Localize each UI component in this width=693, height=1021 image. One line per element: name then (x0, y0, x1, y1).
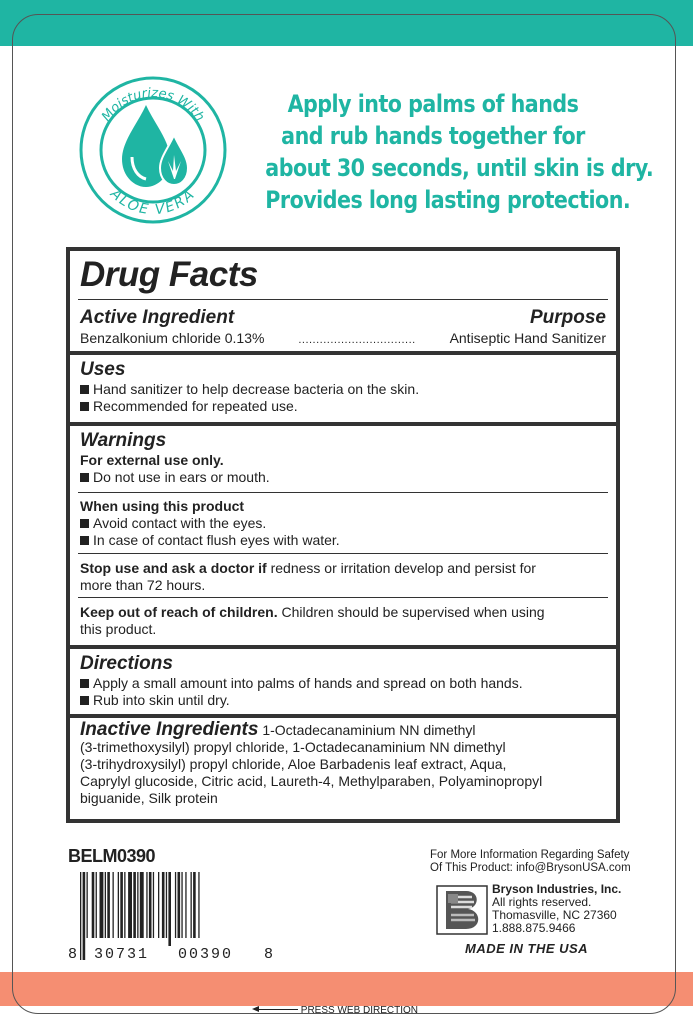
bullet-square-icon (80, 519, 89, 528)
barcode (66, 872, 276, 962)
bullet-square-icon (80, 385, 89, 394)
divider (78, 299, 608, 300)
list-item: Do not use in ears or mouth. (80, 469, 606, 486)
barcode-bar (92, 872, 95, 946)
stop-use-text: more than 72 hours. (80, 577, 206, 593)
list-item: Recommended for repeated use. (80, 398, 606, 415)
bullet-square-icon (80, 402, 89, 411)
barcode-bar (185, 872, 186, 946)
barcode-bar (124, 872, 125, 946)
uses-section (80, 359, 606, 415)
barcode-bar (87, 872, 88, 946)
section-divider (70, 351, 616, 355)
barcode-bar (96, 872, 97, 946)
made-in-usa: MADE IN THE USA (465, 941, 589, 956)
uses-heading: Uses (80, 359, 126, 380)
stop-use-heading: Stop use and ask a doctor if (80, 560, 267, 576)
barcode-bar (153, 872, 154, 946)
safety-info (430, 849, 631, 875)
company-name: Bryson Industries, Inc. (492, 882, 622, 896)
safety-info-line: Of This Product: info@BrysonUSA.com (430, 862, 631, 874)
safety-info-line: For More Information Regarding Safety (430, 849, 630, 861)
stop-use-text: redness or irritation develop and persist for (266, 560, 536, 576)
barcode-bar (146, 872, 147, 946)
active-ingredient-section (80, 307, 606, 349)
active-ingredient-name: Benzalkonium chloride 0.13% (80, 330, 265, 346)
inactive-ingredients-heading: Inactive Ingredients (80, 719, 259, 740)
product-code: BELM0390 (68, 846, 156, 866)
inactive-ingredients-text: biguanide, Silk protein (80, 790, 218, 806)
directions-heading: Directions (80, 653, 173, 674)
bullet-square-icon (80, 473, 89, 482)
inactive-ingredients-text: (3-trimethoxysilyl) propyl chloride, 1-Octadecanaminium NN dimethyl (80, 739, 506, 755)
divider (78, 553, 608, 554)
barcode-bar (191, 872, 192, 946)
barcode-bar (178, 872, 181, 946)
barcode-bar (168, 872, 171, 946)
drug-facts-panel (66, 247, 620, 823)
list-item: Rub into skin until dry. (80, 692, 606, 709)
list-item: Avoid contact with the eyes. (80, 515, 606, 532)
bullet-square-icon (80, 536, 89, 545)
barcode-digits: 00390 (178, 946, 234, 962)
barcode-bar (133, 872, 136, 946)
barcode-bar (105, 872, 106, 946)
barcode-digits: 30731 (94, 946, 150, 962)
active-ingredient-heading: Active Ingredient (80, 307, 235, 328)
section-divider (70, 422, 616, 426)
barcode-bar (120, 872, 123, 946)
company-rights: All rights reserved. (492, 895, 592, 909)
barcode-bar (175, 872, 176, 946)
headline-line: Provides long lasting protection. (265, 186, 631, 214)
press-web-direction: PRESS WEB DIRECTION (258, 1005, 418, 1016)
keep-out-section (80, 604, 606, 638)
barcode-bar (162, 872, 165, 946)
external-use-warning: For external use only. (80, 452, 224, 468)
keep-out-heading: Keep out of reach of children. (80, 604, 278, 620)
inactive-ingredients-section (80, 721, 606, 807)
stop-use-section (80, 560, 606, 594)
barcode-bar (100, 872, 104, 946)
company-phone: 1.888.875.9466 (492, 921, 576, 935)
barcode-bar (193, 872, 196, 946)
keep-out-text: Children should be supervised when using (277, 604, 545, 620)
when-using-section (80, 498, 606, 549)
barcode-digit: 8 (264, 946, 274, 962)
bullet-square-icon (80, 696, 89, 705)
barcode-bar (118, 872, 119, 946)
bullet-square-icon (80, 679, 89, 688)
section-divider (70, 714, 616, 718)
barcode-bar (83, 872, 86, 960)
company-info (492, 883, 621, 935)
drug-facts-title: Drug Facts (80, 255, 258, 294)
purpose-heading: Purpose (529, 307, 606, 328)
headline-line: and rub hands together for (281, 122, 585, 150)
section-divider (70, 645, 616, 649)
barcode-digit: 8 (68, 946, 78, 962)
barcode-bar (128, 872, 132, 946)
warnings-heading: Warnings (80, 430, 167, 451)
inactive-ingredients-text: Caprylyl glucoside, Citric acid, Laureth-4, Methylparaben, Polyaminopropyl (80, 773, 543, 789)
barcode-bar (166, 872, 167, 946)
company-location: Thomasville, NC 27360 (492, 908, 617, 922)
headline-line: Apply into palms of hands (287, 90, 579, 118)
leader-dots: ................................. (298, 334, 416, 346)
warnings-section (80, 430, 606, 486)
barcode-bar (158, 872, 159, 946)
aloe-vera-logo (78, 75, 228, 225)
logo-top-text: Moisturizes With (99, 85, 208, 125)
arrow-left-icon (258, 1009, 298, 1010)
list-item: Hand sanitizer to help decrease bacteria on the skin. (80, 381, 606, 398)
divider (78, 597, 608, 598)
barcode-bar (113, 872, 114, 946)
headline-line: about 30 seconds, until skin is dry. (265, 154, 654, 182)
bryson-logo (436, 885, 488, 935)
when-using-heading: When using this product (80, 498, 245, 514)
active-ingredient-purpose: Antiseptic Hand Sanitizer (449, 330, 606, 346)
barcode-bar (181, 872, 182, 946)
barcode-bar (107, 872, 110, 946)
list-item: Apply a small amount into palms of hands and spread on both hands. (80, 675, 606, 692)
directions-section (80, 653, 606, 709)
keep-out-text: this product. (80, 621, 157, 637)
list-item: In case of contact flush eyes with water. (80, 532, 606, 549)
inactive-ingredients-text: (3-trihydroxysilyl) propyl chloride, Aloe Barbadenis leaf extract, Aqua, (80, 756, 507, 772)
inactive-ingredients-text: 1-Octadecanaminium NN dimethyl (258, 722, 476, 738)
usage-headline (265, 88, 654, 216)
barcode-bar (149, 872, 152, 946)
logo-bottom-text: ALOE VERA (107, 185, 199, 219)
barcode-bar (137, 872, 138, 946)
barcode-bar (80, 872, 81, 960)
divider (78, 492, 608, 493)
